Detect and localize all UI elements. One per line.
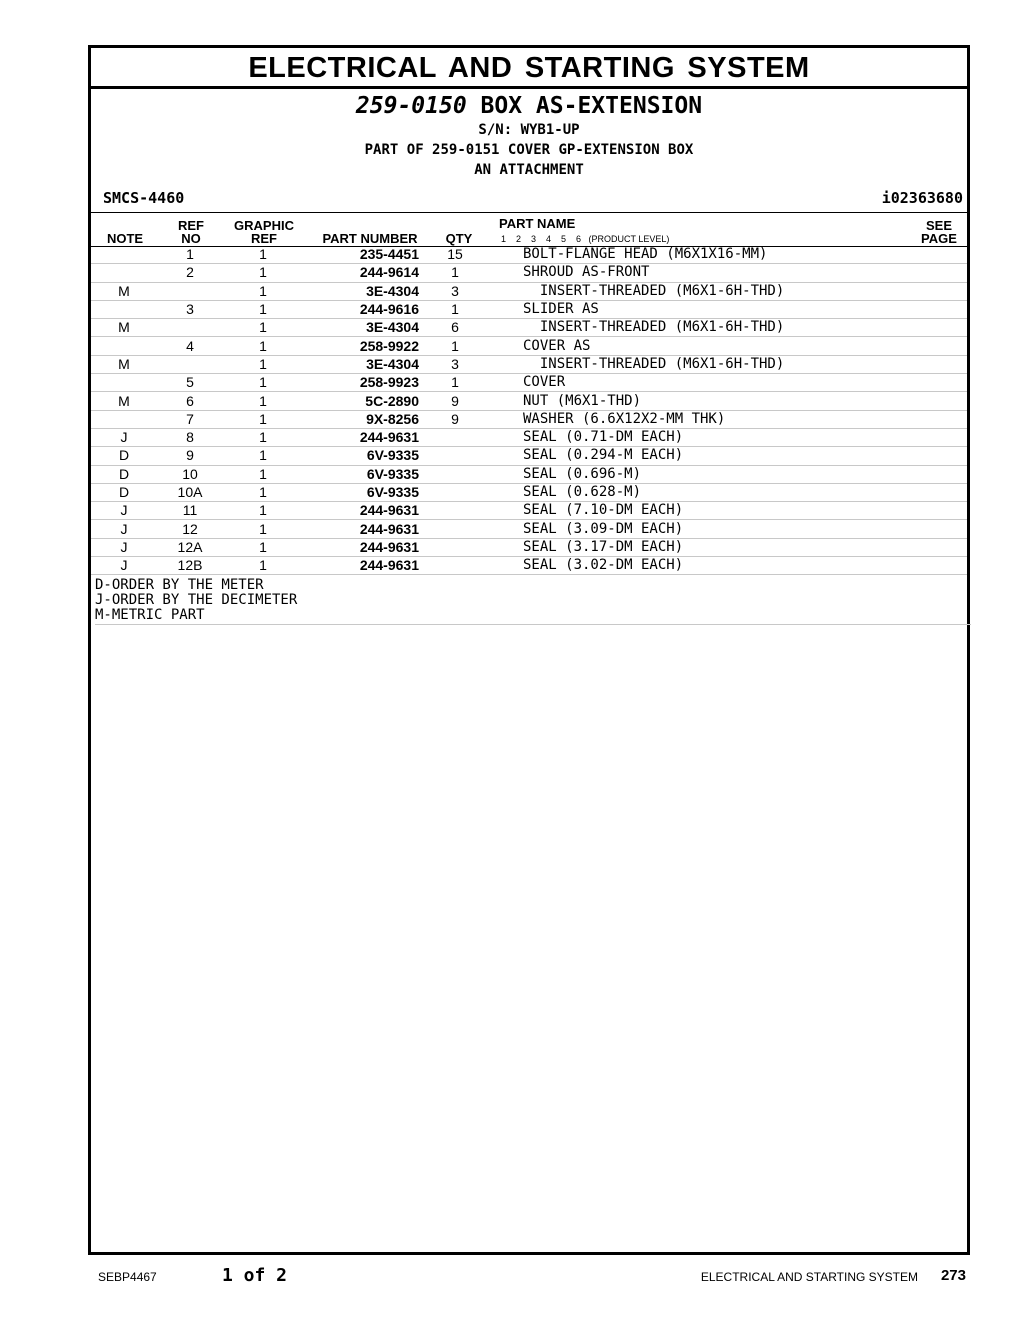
part-name-cell: COVER [491,374,967,392]
ref-no-cell: 10 [157,465,223,483]
qty-cell [419,447,491,465]
graphic-ref-cell: 1 [223,392,303,410]
part-name-cell: INSERT-THREADED (M6X1-6H-THD) [491,355,967,373]
graphic-ref-cell: 1 [223,374,303,392]
qty-cell [419,557,491,575]
graphic-ref-cell: 1 [223,465,303,483]
part-number-cell: 6V-9335 [303,465,419,483]
ref-no-cell: 4 [157,337,223,355]
graphic-ref-header-bottom: REF [251,231,277,246]
assembly-number: 259-0150 [355,93,467,119]
part-number-header: PART NUMBER [322,231,418,246]
part-number-cell: 3E-4304 [303,282,419,300]
assembly-name: BOX AS-EXTENSION [466,93,703,119]
part-number-cell: 6V-9335 [303,447,419,465]
ref-no-cell: 7 [157,410,223,428]
graphic-ref-cell: 1 [223,282,303,300]
part-number-cell: 244-9631 [303,428,419,446]
table-row [91,282,967,300]
page-of-indicator: 1 of 2 [222,1265,288,1286]
table-row [91,428,967,446]
note-cell [91,300,157,318]
ref-no-cell: 12A [157,538,223,556]
part-name-cell: BOLT-FLANGE HEAD (M6X1X16-MM) [491,246,967,264]
qty-cell [419,428,491,446]
graphic-ref-cell: 1 [223,483,303,501]
page-number: 273 [940,1267,966,1284]
part-number-cell: 9X-8256 [303,410,419,428]
part-of-line: PART OF 259-0151 COVER GP-EXTENSION BOX [364,142,694,158]
graphic-ref-cell: 1 [223,520,303,538]
smcs-code: SMCS-4460 [103,189,185,207]
document-id: SEBP4467 [98,1270,157,1284]
part-name-cell: SEAL (7.10-DM EACH) [491,502,967,520]
part-number-cell: 5C-2890 [303,392,419,410]
note-cell [91,410,157,428]
part-number-cell: 244-9631 [303,502,419,520]
note-cell: M [91,355,157,373]
note-column-header: NOTE [106,231,144,246]
table-row [91,319,967,337]
table-row [91,300,967,318]
ref-no-cell: 1 [157,246,223,264]
graphic-ref-cell: 1 [223,410,303,428]
ref-no-cell: 12B [157,557,223,575]
table-row [91,392,967,410]
part-name-cell: SEAL (0.71-DM EACH) [491,428,967,446]
part-number-cell: 258-9923 [303,374,419,392]
qty-cell [419,502,491,520]
ref-no-cell: 5 [157,374,223,392]
ref-no-cell [157,319,223,337]
qty-cell [419,465,491,483]
ref-no-header-bottom: NO [181,231,201,246]
note-cell: M [91,282,157,300]
table-row [91,447,967,465]
graphic-ref-cell: 1 [223,300,303,318]
table-row [91,355,967,373]
note-cell: J [91,557,157,575]
part-name-cell: COVER AS [491,337,967,355]
part-name-cell: SEAL (0.696-M) [491,465,967,483]
notes-block [95,578,971,625]
part-name-cell: SLIDER AS [491,300,967,318]
table-row [91,374,967,392]
qty-cell: 3 [419,282,491,300]
part-number-cell: 244-9616 [303,300,419,318]
table-row [91,502,967,520]
table-row [91,337,967,355]
ref-no-cell: 3 [157,300,223,318]
part-name-cell: SEAL (3.17-DM EACH) [491,538,967,556]
table-row [91,264,967,282]
ref-no-cell: 9 [157,447,223,465]
part-number-cell: 6V-9335 [303,483,419,501]
graphic-ref-cell: 1 [223,447,303,465]
table-row [91,410,967,428]
qty-cell [419,538,491,556]
note-cell: D [91,465,157,483]
graphic-ref-cell: 1 [223,337,303,355]
note-cell: D [91,483,157,501]
table-row [91,538,967,556]
note-cell: M [91,392,157,410]
part-name-cell: INSERT-THREADED (M6X1-6H-THD) [491,282,967,300]
graphic-ref-cell: 1 [223,557,303,575]
part-name-header: PART NAME [499,216,576,231]
part-number-cell: 258-9922 [303,337,419,355]
note-cell [91,246,157,264]
graphic-ref-cell: 1 [223,264,303,282]
note-cell: D [91,447,157,465]
part-number-cell: 244-9631 [303,520,419,538]
qty-cell: 6 [419,319,491,337]
ref-no-cell [157,282,223,300]
note-line: D-ORDER BY THE METER [95,577,264,593]
part-name-cell: SHROUD AS-FRONT [491,264,967,282]
footer-system-name: ELECTRICAL AND STARTING SYSTEM [700,1270,918,1284]
ref-no-cell: 2 [157,264,223,282]
column-headers [91,212,967,247]
table-row [91,557,967,575]
ref-no-cell: 8 [157,428,223,446]
product-level-header: 1 2 3 4 5 6 (PRODUCT LEVEL) [501,234,670,244]
section-title: ELECTRICAL AND STARTING SYSTEM [91,48,967,89]
parts-page-frame [88,45,970,1255]
ref-no-cell: 12 [157,520,223,538]
graphic-ref-cell: 1 [223,502,303,520]
see-page-header-top: SEE [925,218,952,233]
note-cell: J [91,502,157,520]
qty-cell: 1 [419,337,491,355]
note-cell: J [91,520,157,538]
part-number-cell: 235-4451 [303,246,419,264]
table-row [91,246,967,264]
qty-cell: 1 [419,300,491,318]
note-line: J-ORDER BY THE DECIMETER [95,592,298,608]
ref-no-header-top: REF [178,218,204,233]
graphic-ref-cell: 1 [223,319,303,337]
ref-no-cell: 6 [157,392,223,410]
qty-cell [419,483,491,501]
qty-cell: 9 [419,392,491,410]
note-cell [91,374,157,392]
note-cell: J [91,538,157,556]
ref-no-cell: 11 [157,502,223,520]
qty-cell: 1 [419,264,491,282]
illustration-id: i02363680 [881,189,963,207]
graphic-ref-cell: 1 [223,428,303,446]
qty-cell: 15 [419,246,491,264]
table-row [91,520,967,538]
qty-cell: 9 [419,410,491,428]
qty-cell: 3 [419,355,491,373]
attachment-line: AN ATTACHMENT [474,162,584,178]
note-cell: M [91,319,157,337]
qty-cell: 1 [419,374,491,392]
part-number-cell: 3E-4304 [303,319,419,337]
note-cell: J [91,428,157,446]
part-number-cell: 244-9631 [303,557,419,575]
graphic-ref-header-top: GRAPHIC [234,218,294,233]
graphic-ref-cell: 1 [223,355,303,373]
part-number-cell: 244-9614 [303,264,419,282]
qty-cell [419,520,491,538]
part-name-cell: NUT (M6X1-THD) [491,392,967,410]
note-cell [91,264,157,282]
table-row [91,483,967,501]
part-name-cell: WASHER (6.6X12X2-MM THK) [491,410,967,428]
part-name-cell: INSERT-THREADED (M6X1-6H-THD) [491,319,967,337]
note-line: M-METRIC PART [95,607,205,623]
part-number-cell: 3E-4304 [303,355,419,373]
ref-no-cell: 10A [157,483,223,501]
note-cell [91,337,157,355]
page-footer [0,1264,1020,1288]
serial-range: S/N: WYB1-UP [478,122,580,138]
part-name-cell: SEAL (3.02-DM EACH) [491,557,967,575]
part-name-cell: SEAL (0.628-M) [491,483,967,501]
qty-header: QTY [445,231,473,246]
part-number-cell: 244-9631 [303,538,419,556]
ref-no-cell [157,355,223,373]
part-name-cell: SEAL (3.09-DM EACH) [491,520,967,538]
part-name-cell: SEAL (0.294-M EACH) [491,447,967,465]
parts-table [91,246,967,575]
graphic-ref-cell: 1 [223,538,303,556]
see-page-header-bottom: PAGE [921,231,957,246]
graphic-ref-cell: 1 [223,246,303,264]
table-row [91,465,967,483]
assembly-title [91,93,967,119]
